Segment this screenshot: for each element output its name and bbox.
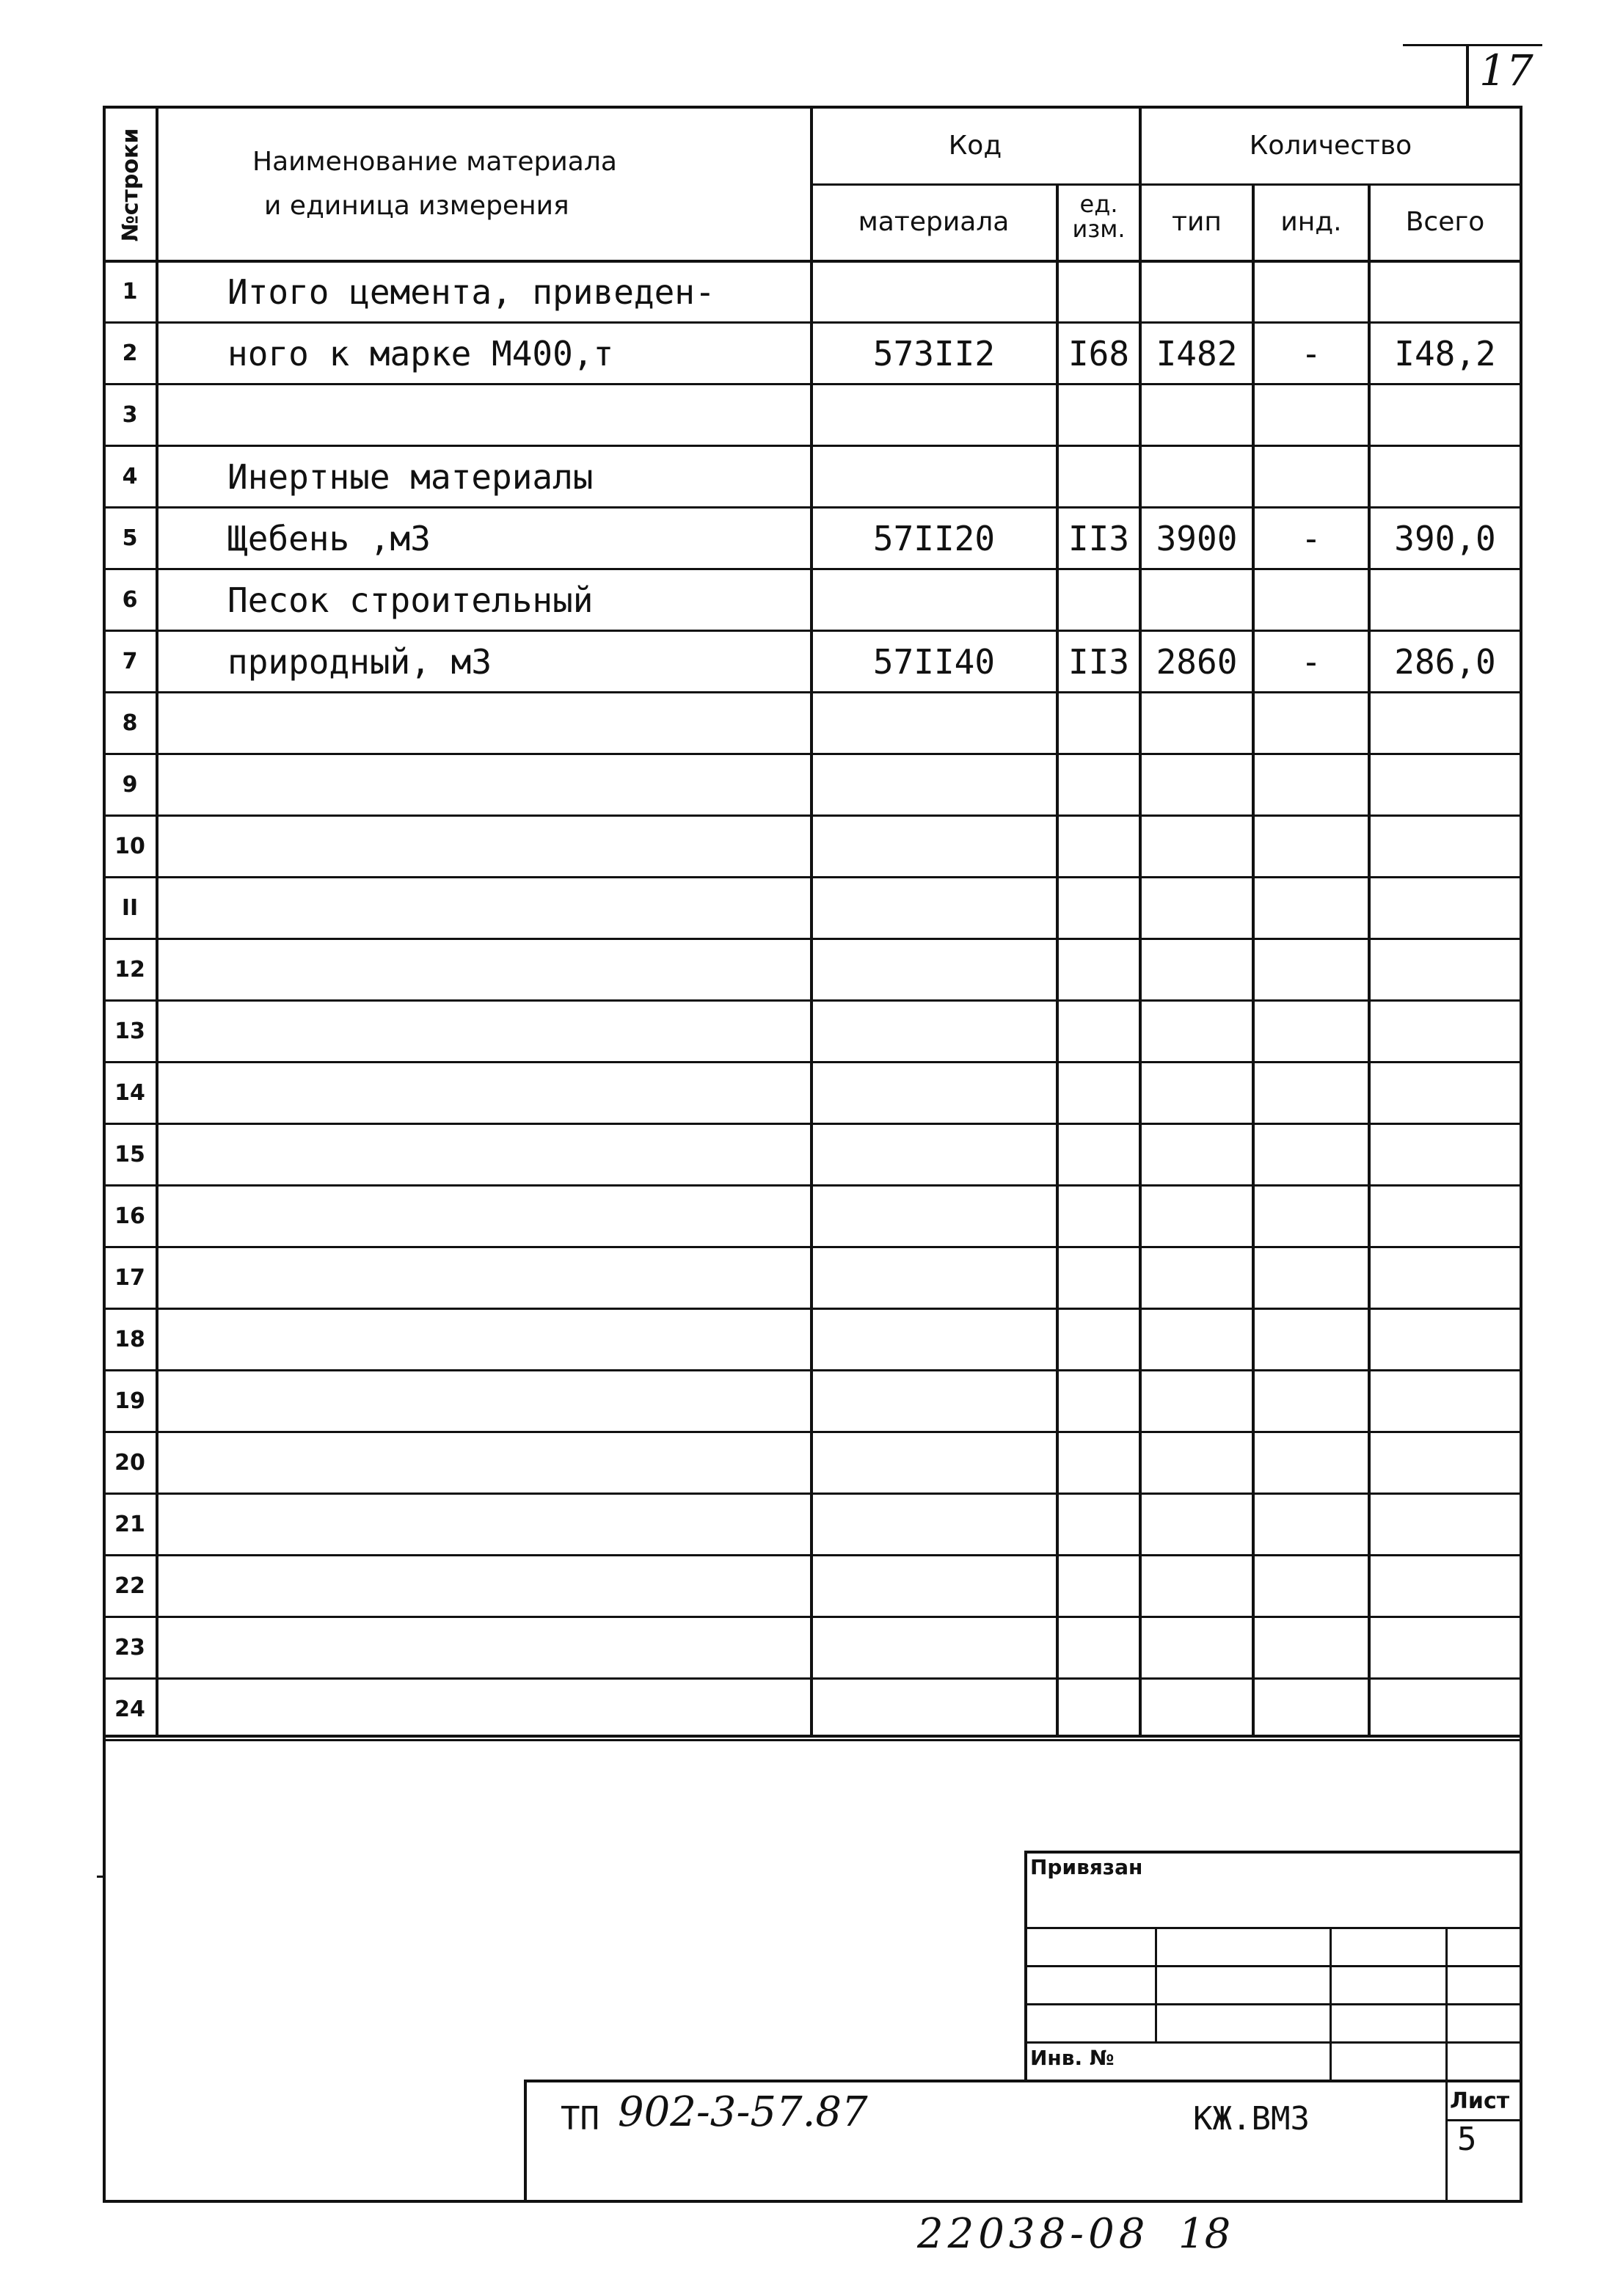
cell-ind bbox=[1255, 1679, 1368, 1741]
cell-unit bbox=[1059, 1556, 1139, 1617]
unit-header-line2: изм. bbox=[1072, 215, 1126, 243]
row-number-cell: 3 bbox=[122, 402, 138, 428]
cell-code bbox=[813, 1371, 1055, 1432]
title-band-top-rule bbox=[524, 2080, 1522, 2082]
row-number-cell: 8 bbox=[122, 710, 138, 736]
cell-type: I482 bbox=[1156, 334, 1238, 373]
cell-total bbox=[1371, 816, 1520, 878]
cell-code bbox=[813, 1186, 1055, 1247]
inventory-number-label: Инв. № bbox=[1030, 2046, 1115, 2070]
cell-name bbox=[227, 939, 800, 1001]
row-number-header-label: №строки bbox=[117, 128, 144, 242]
cell-ind bbox=[1255, 1247, 1368, 1309]
material-code-header: материала bbox=[858, 207, 1010, 237]
cell-unit bbox=[1059, 693, 1139, 754]
header-sub-rule bbox=[812, 183, 1521, 186]
cell-total bbox=[1371, 261, 1520, 323]
cell-name bbox=[227, 1247, 800, 1309]
cell-ind bbox=[1255, 1371, 1368, 1432]
table-bottom-border bbox=[103, 2200, 1522, 2203]
cell-type bbox=[1142, 1063, 1252, 1124]
cell-unit bbox=[1059, 1371, 1139, 1432]
cell-type bbox=[1142, 446, 1252, 508]
cell-total bbox=[1371, 1556, 1520, 1617]
cell-total: I48,2 bbox=[1394, 334, 1496, 373]
cell-unit bbox=[1059, 1247, 1139, 1309]
cell-unit: I68 bbox=[1068, 334, 1130, 373]
cell-ind bbox=[1255, 816, 1368, 878]
cell-unit bbox=[1059, 1679, 1139, 1741]
sheet-number: 5 bbox=[1457, 2121, 1477, 2158]
sheet-label: Лист bbox=[1450, 2088, 1510, 2114]
cell-name: природный, м3 bbox=[227, 642, 492, 682]
cell-unit bbox=[1059, 1001, 1139, 1063]
cell-unit bbox=[1059, 446, 1139, 508]
row-number-cell: 6 bbox=[122, 587, 138, 613]
cell-ind bbox=[1255, 939, 1368, 1001]
row-number-cell: 21 bbox=[114, 1512, 145, 1537]
document-code: КЖ.ВМЗ bbox=[1193, 2100, 1310, 2138]
cell-code bbox=[813, 693, 1055, 754]
row-number-header bbox=[110, 112, 151, 258]
row-number-cell: 9 bbox=[122, 772, 138, 798]
project-prefix: ТП bbox=[561, 2100, 599, 2138]
stamp-col-2 bbox=[1330, 1927, 1332, 2081]
cell-code bbox=[813, 1001, 1055, 1063]
cell-unit: II3 bbox=[1068, 519, 1130, 558]
cell-unit bbox=[1059, 385, 1139, 446]
cell-type bbox=[1142, 1309, 1252, 1371]
cell-unit bbox=[1059, 1124, 1139, 1186]
page-number-divider bbox=[1466, 44, 1469, 107]
stamp-rule-1 bbox=[1024, 1927, 1522, 1929]
cell-ind bbox=[1255, 1432, 1368, 1494]
cell-total bbox=[1371, 385, 1520, 446]
cell-code bbox=[813, 1556, 1055, 1617]
cell-code: 57II20 bbox=[872, 519, 996, 558]
stamp-rule-3 bbox=[1024, 2003, 1522, 2005]
cell-unit bbox=[1059, 1309, 1139, 1371]
cell-name bbox=[227, 1556, 800, 1617]
cell-unit bbox=[1059, 569, 1139, 631]
cell-unit bbox=[1059, 1617, 1139, 1679]
cell-unit bbox=[1059, 939, 1139, 1001]
cell-ind: - bbox=[1301, 519, 1321, 558]
stamp-col-1 bbox=[1155, 1927, 1157, 2043]
cell-unit bbox=[1059, 1494, 1139, 1556]
row-number-cell: 24 bbox=[114, 1697, 145, 1722]
cell-code bbox=[813, 1309, 1055, 1371]
cell-ind bbox=[1255, 261, 1368, 323]
page-number: 17 bbox=[1479, 45, 1533, 95]
cell-type bbox=[1142, 1679, 1252, 1741]
row-number-cell: 7 bbox=[122, 649, 138, 674]
unit-header-line1: ед. bbox=[1079, 190, 1118, 218]
cell-ind bbox=[1255, 569, 1368, 631]
row-number-cell: 23 bbox=[114, 1635, 145, 1661]
cell-type bbox=[1142, 1186, 1252, 1247]
cell-type: 2860 bbox=[1156, 642, 1238, 682]
cell-unit bbox=[1059, 754, 1139, 816]
cell-name: Итого цемента, приведен- bbox=[227, 272, 715, 312]
cell-ind bbox=[1255, 754, 1368, 816]
cell-unit bbox=[1059, 261, 1139, 323]
cell-code bbox=[813, 1124, 1055, 1186]
cell-total bbox=[1371, 1063, 1520, 1124]
cell-name bbox=[227, 1124, 800, 1186]
cell-type bbox=[1142, 1247, 1252, 1309]
archive-number: 22038-08 bbox=[917, 2210, 1150, 2258]
row-number-cell: 18 bbox=[114, 1327, 145, 1352]
cell-total bbox=[1371, 1186, 1520, 1247]
cell-name bbox=[227, 754, 800, 816]
cell-ind: - bbox=[1301, 334, 1321, 373]
cell-code bbox=[813, 261, 1055, 323]
cell-total bbox=[1371, 754, 1520, 816]
cell-code bbox=[813, 1432, 1055, 1494]
cell-code bbox=[813, 1679, 1055, 1741]
stamp-rule-4 bbox=[1024, 2041, 1522, 2044]
row-number-cell: 10 bbox=[114, 834, 145, 859]
cell-ind bbox=[1255, 1556, 1368, 1617]
cell-name bbox=[227, 1001, 800, 1063]
project-code: 902-3-57.87 bbox=[618, 2088, 868, 2136]
row-number-cell: II bbox=[121, 895, 139, 921]
cell-ind bbox=[1255, 1001, 1368, 1063]
cell-type bbox=[1142, 1432, 1252, 1494]
cell-type bbox=[1142, 1556, 1252, 1617]
cell-unit: II3 bbox=[1068, 642, 1130, 682]
name-header-line1: Наименование материала bbox=[252, 147, 617, 177]
cell-ind: - bbox=[1301, 642, 1321, 682]
cell-unit bbox=[1059, 816, 1139, 878]
name-header-line2: и единица измерения bbox=[264, 191, 569, 221]
cell-name bbox=[227, 816, 800, 878]
cell-name bbox=[227, 1617, 800, 1679]
ind-header: инд. bbox=[1280, 207, 1342, 237]
cell-ind bbox=[1255, 878, 1368, 939]
cell-ind bbox=[1255, 1309, 1368, 1371]
title-band-left-rule bbox=[524, 2080, 527, 2203]
cell-code bbox=[813, 1063, 1055, 1124]
cell-name bbox=[227, 1494, 800, 1556]
col-line-rowno bbox=[156, 106, 158, 1736]
cell-name: Песок строительный bbox=[227, 580, 594, 620]
footer-page-mark: 18 bbox=[1178, 2210, 1231, 2258]
cell-name: Инертные материалы bbox=[227, 457, 594, 497]
cell-total bbox=[1371, 1124, 1520, 1186]
cell-total bbox=[1371, 1617, 1520, 1679]
cell-type: 3900 bbox=[1156, 519, 1238, 558]
cell-code: 57II40 bbox=[872, 642, 996, 682]
cell-type bbox=[1142, 816, 1252, 878]
cell-name: Щебень ,м3 bbox=[227, 519, 431, 558]
cell-name bbox=[227, 1432, 800, 1494]
row-number-cell: 15 bbox=[114, 1142, 145, 1167]
quantity-header: Количество bbox=[1249, 131, 1412, 161]
cell-type bbox=[1142, 1001, 1252, 1063]
cell-name bbox=[227, 1679, 800, 1741]
cell-total bbox=[1371, 1432, 1520, 1494]
row-number-cell: 17 bbox=[114, 1265, 145, 1291]
cell-ind bbox=[1255, 693, 1368, 754]
cell-unit bbox=[1059, 1186, 1139, 1247]
cell-code bbox=[813, 754, 1055, 816]
cell-ind bbox=[1255, 1124, 1368, 1186]
cell-total bbox=[1371, 878, 1520, 939]
cell-name bbox=[227, 693, 800, 754]
cell-type bbox=[1142, 1494, 1252, 1556]
cell-name bbox=[227, 385, 800, 446]
sheet-col-rule bbox=[1445, 2080, 1448, 2203]
cell-code: 573II2 bbox=[872, 334, 996, 373]
cell-type bbox=[1142, 939, 1252, 1001]
row-number-cell: 4 bbox=[122, 464, 138, 489]
cell-ind bbox=[1255, 1617, 1368, 1679]
cell-ind bbox=[1255, 385, 1368, 446]
cell-code bbox=[813, 878, 1055, 939]
cell-code bbox=[813, 939, 1055, 1001]
cell-type bbox=[1142, 1124, 1252, 1186]
cell-code bbox=[813, 1247, 1055, 1309]
cell-ind bbox=[1255, 1494, 1368, 1556]
row-number-cell: 14 bbox=[114, 1080, 145, 1106]
row-number-cell: 20 bbox=[114, 1450, 145, 1476]
cell-type bbox=[1142, 569, 1252, 631]
cell-name bbox=[227, 1309, 800, 1371]
cell-total bbox=[1371, 1309, 1520, 1371]
cell-total bbox=[1371, 1247, 1520, 1309]
cell-code bbox=[813, 569, 1055, 631]
stamp-rule-2 bbox=[1024, 1965, 1522, 1967]
cell-code bbox=[813, 816, 1055, 878]
total-header: Всего bbox=[1405, 207, 1485, 237]
cell-total bbox=[1371, 693, 1520, 754]
cell-name bbox=[227, 1186, 800, 1247]
cell-type bbox=[1142, 754, 1252, 816]
stamp-col-3 bbox=[1445, 1927, 1448, 2081]
cell-name bbox=[227, 1063, 800, 1124]
cell-unit bbox=[1059, 1432, 1139, 1494]
margin-tick bbox=[97, 1876, 104, 1878]
cell-ind bbox=[1255, 1063, 1368, 1124]
row-number-cell: 5 bbox=[122, 525, 138, 551]
cell-type bbox=[1142, 693, 1252, 754]
table-right-border bbox=[1520, 106, 1522, 2203]
code-header: Код bbox=[948, 131, 1002, 161]
cell-ind bbox=[1255, 446, 1368, 508]
cell-code bbox=[813, 1617, 1055, 1679]
row-number-cell: 16 bbox=[114, 1203, 145, 1229]
cell-code bbox=[813, 1494, 1055, 1556]
cell-type bbox=[1142, 878, 1252, 939]
cell-type bbox=[1142, 261, 1252, 323]
cell-code bbox=[813, 446, 1055, 508]
cell-type bbox=[1142, 385, 1252, 446]
row-number-cell: 12 bbox=[114, 957, 145, 983]
cell-total bbox=[1371, 569, 1520, 631]
cell-name: ного к марке М400,т bbox=[227, 334, 614, 373]
cell-ind bbox=[1255, 1186, 1368, 1247]
cell-name bbox=[227, 878, 800, 939]
cell-type bbox=[1142, 1617, 1252, 1679]
row-number-cell: 13 bbox=[114, 1018, 145, 1044]
row-number-cell: 2 bbox=[122, 340, 138, 366]
row-number-cell: 19 bbox=[114, 1388, 145, 1414]
cell-type bbox=[1142, 1371, 1252, 1432]
cell-total bbox=[1371, 1371, 1520, 1432]
cell-code bbox=[813, 385, 1055, 446]
cell-total bbox=[1371, 1001, 1520, 1063]
row-number-cell: 1 bbox=[122, 279, 138, 305]
cell-name bbox=[227, 1371, 800, 1432]
cell-unit bbox=[1059, 878, 1139, 939]
cell-total: 286,0 bbox=[1394, 642, 1496, 682]
cell-total: 390,0 bbox=[1394, 519, 1496, 558]
type-header: тип bbox=[1172, 207, 1222, 237]
stamp-top-rule bbox=[1024, 1851, 1522, 1854]
row-number-cell: 22 bbox=[114, 1573, 145, 1599]
cell-total bbox=[1371, 446, 1520, 508]
cell-total bbox=[1371, 939, 1520, 1001]
cell-total bbox=[1371, 1494, 1520, 1556]
attached-label: Привязан bbox=[1030, 1855, 1143, 1879]
cell-total bbox=[1371, 1679, 1520, 1741]
cell-unit bbox=[1059, 1063, 1139, 1124]
